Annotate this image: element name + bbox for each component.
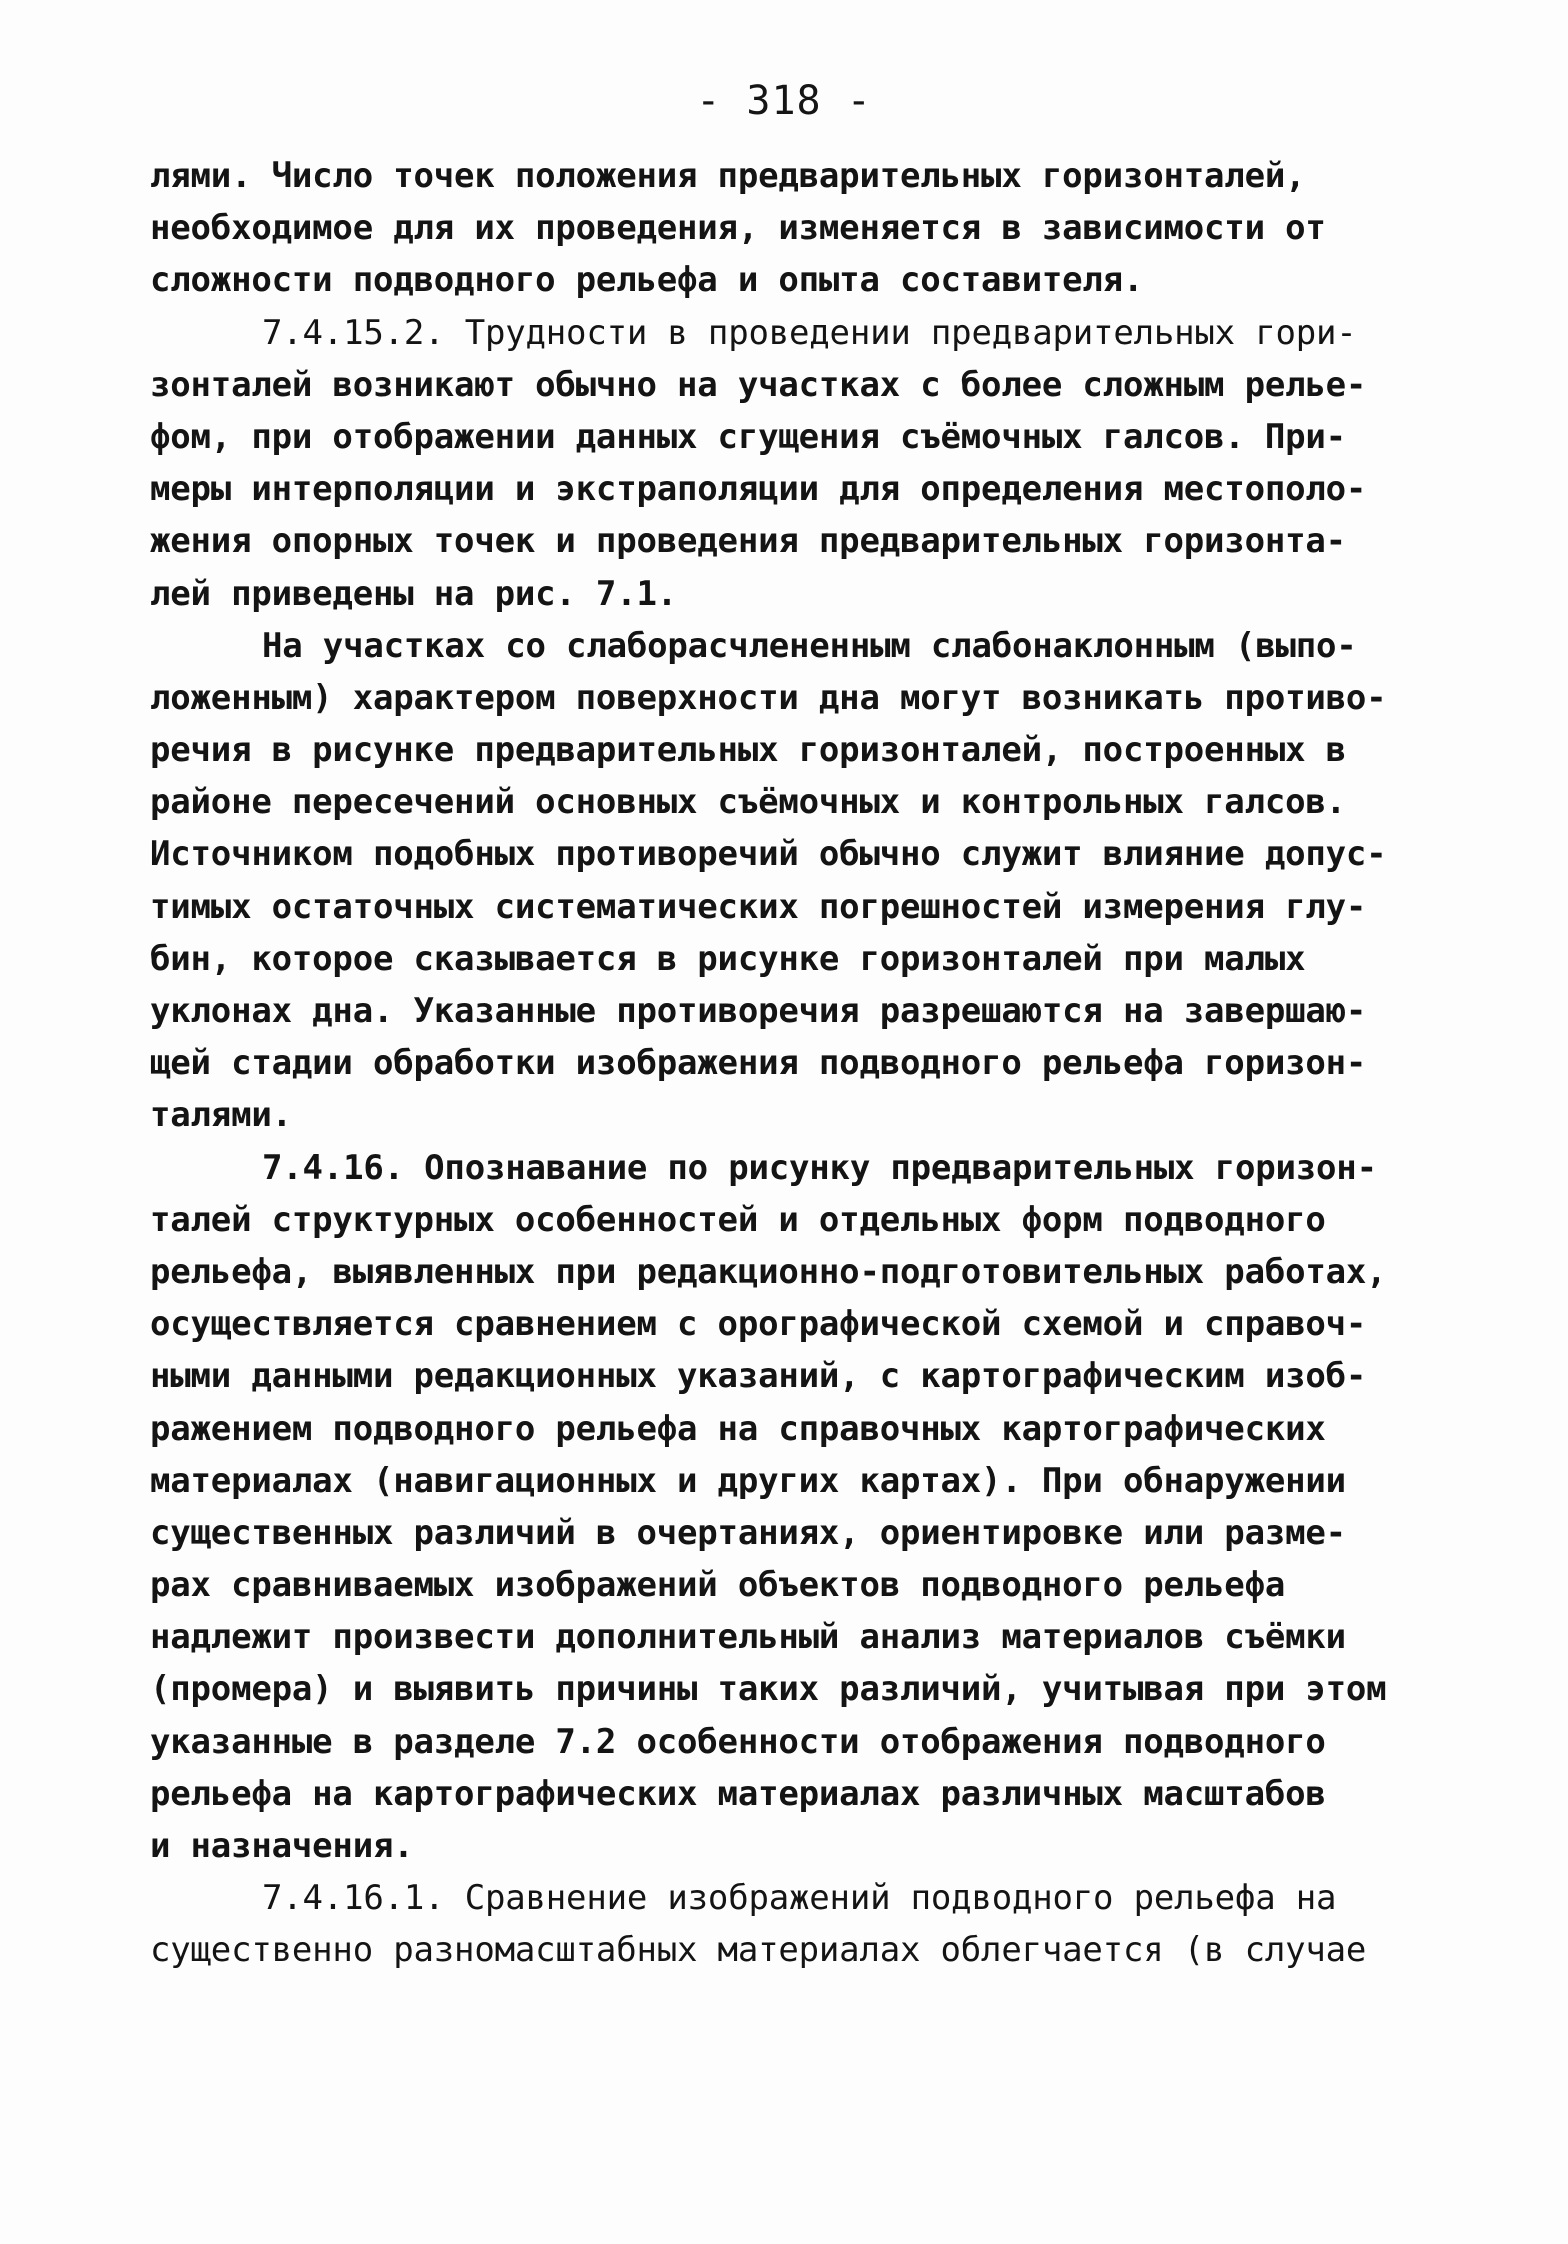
text-line: существенных различий в очертаниях, ориентировке или разме-	[150, 1512, 1346, 1553]
paragraph-start-7-4-15-2: 7.4.15.2. Трудности в проведении предварительных гори-	[262, 312, 1357, 353]
page-number: - 318 -	[696, 78, 872, 124]
text-line: существенно разномасштабных материалах облегчается (в случае	[150, 1930, 1367, 1971]
body-text	[150, 150, 1450, 1977]
text-line: ложенным) характером поверхности дна могут возникать противо-	[150, 677, 1387, 718]
text-line: рах сравниваемых изображений объектов подводного рельефа	[150, 1565, 1286, 1606]
text-line: лями. Число точек положения предварительных горизонталей,	[150, 156, 1306, 196]
text-line: меры интерполяции и экстраполяции для определения местополо-	[150, 469, 1367, 510]
text-line: и назначения.	[150, 1826, 414, 1866]
text-line: лей приведены на рис. 7.1.	[150, 573, 678, 614]
paragraph-start: На участках со слаборасчлененным слабонаклонным (выпо-	[262, 625, 1357, 666]
text-line: ными данными редакционных указаний, с картографическим изоб-	[150, 1356, 1367, 1397]
text-line: (промера) и выявить причины таких различий, учитывая при этом	[150, 1669, 1387, 1710]
text-line: рельефа, выявленных при редакционно-подготовительных работах,	[150, 1251, 1387, 1292]
text-line: районе пересечений основных съёмочных и контрольных галсов.	[150, 782, 1346, 823]
text-line: жения опорных точек и проведения предварительных горизонта-	[150, 521, 1346, 562]
text-line: речия в рисунке предварительных горизонталей, построенных в	[150, 730, 1346, 771]
text-line: надлежит произвести дополнительный анализ материалов съёмки	[150, 1617, 1346, 1658]
text-line: уклонах дна. Указанные противоречия разрешаются на завершаю-	[150, 991, 1367, 1031]
text-line: ражением подводного рельефа на справочных картографических	[150, 1408, 1326, 1449]
text-line: сложности подводного рельефа и опыта составителя.	[150, 260, 1144, 301]
text-line: необходимое для их проведения, изменяется в зависимости от	[150, 208, 1326, 249]
text-line: осуществляется сравнением с орографической схемой и справоч-	[150, 1304, 1367, 1345]
text-line: тимых остаточных систематических погрешностей измерения глу-	[150, 886, 1367, 927]
text-line: указанные в разделе 7.2 особенности отображения подводного	[150, 1721, 1326, 1762]
text-line: зонталей возникают обычно на участках с более сложным релье-	[150, 364, 1367, 405]
text-line: рельефа на картографических материалах различных масштабов	[150, 1773, 1326, 1814]
text-line: фом, при отображении данных сгущения съёмочных галсов. При-	[150, 416, 1346, 457]
paragraph-start-7-4-16-1: 7.4.16.1. Сравнение изображений подводного рельефа на	[262, 1878, 1337, 1919]
text-line: талями.	[150, 1095, 292, 1136]
text-line: Источником подобных противоречий обычно служит влияние допус-	[150, 834, 1387, 875]
text-line: талей структурных особенностей и отдельных форм подводного	[150, 1199, 1326, 1240]
text-line: щей стадии обработки изображения подводного рельефа горизон-	[150, 1043, 1367, 1084]
paragraph-start-7-4-16: 7.4.16. Опознавание по рисунку предварительных горизон-	[262, 1147, 1377, 1188]
text-line: материалах (навигационных и других картах). При обнаружении	[150, 1460, 1346, 1501]
text-line: бин, которое сказывается в рисунке горизонталей при малых	[150, 938, 1306, 979]
